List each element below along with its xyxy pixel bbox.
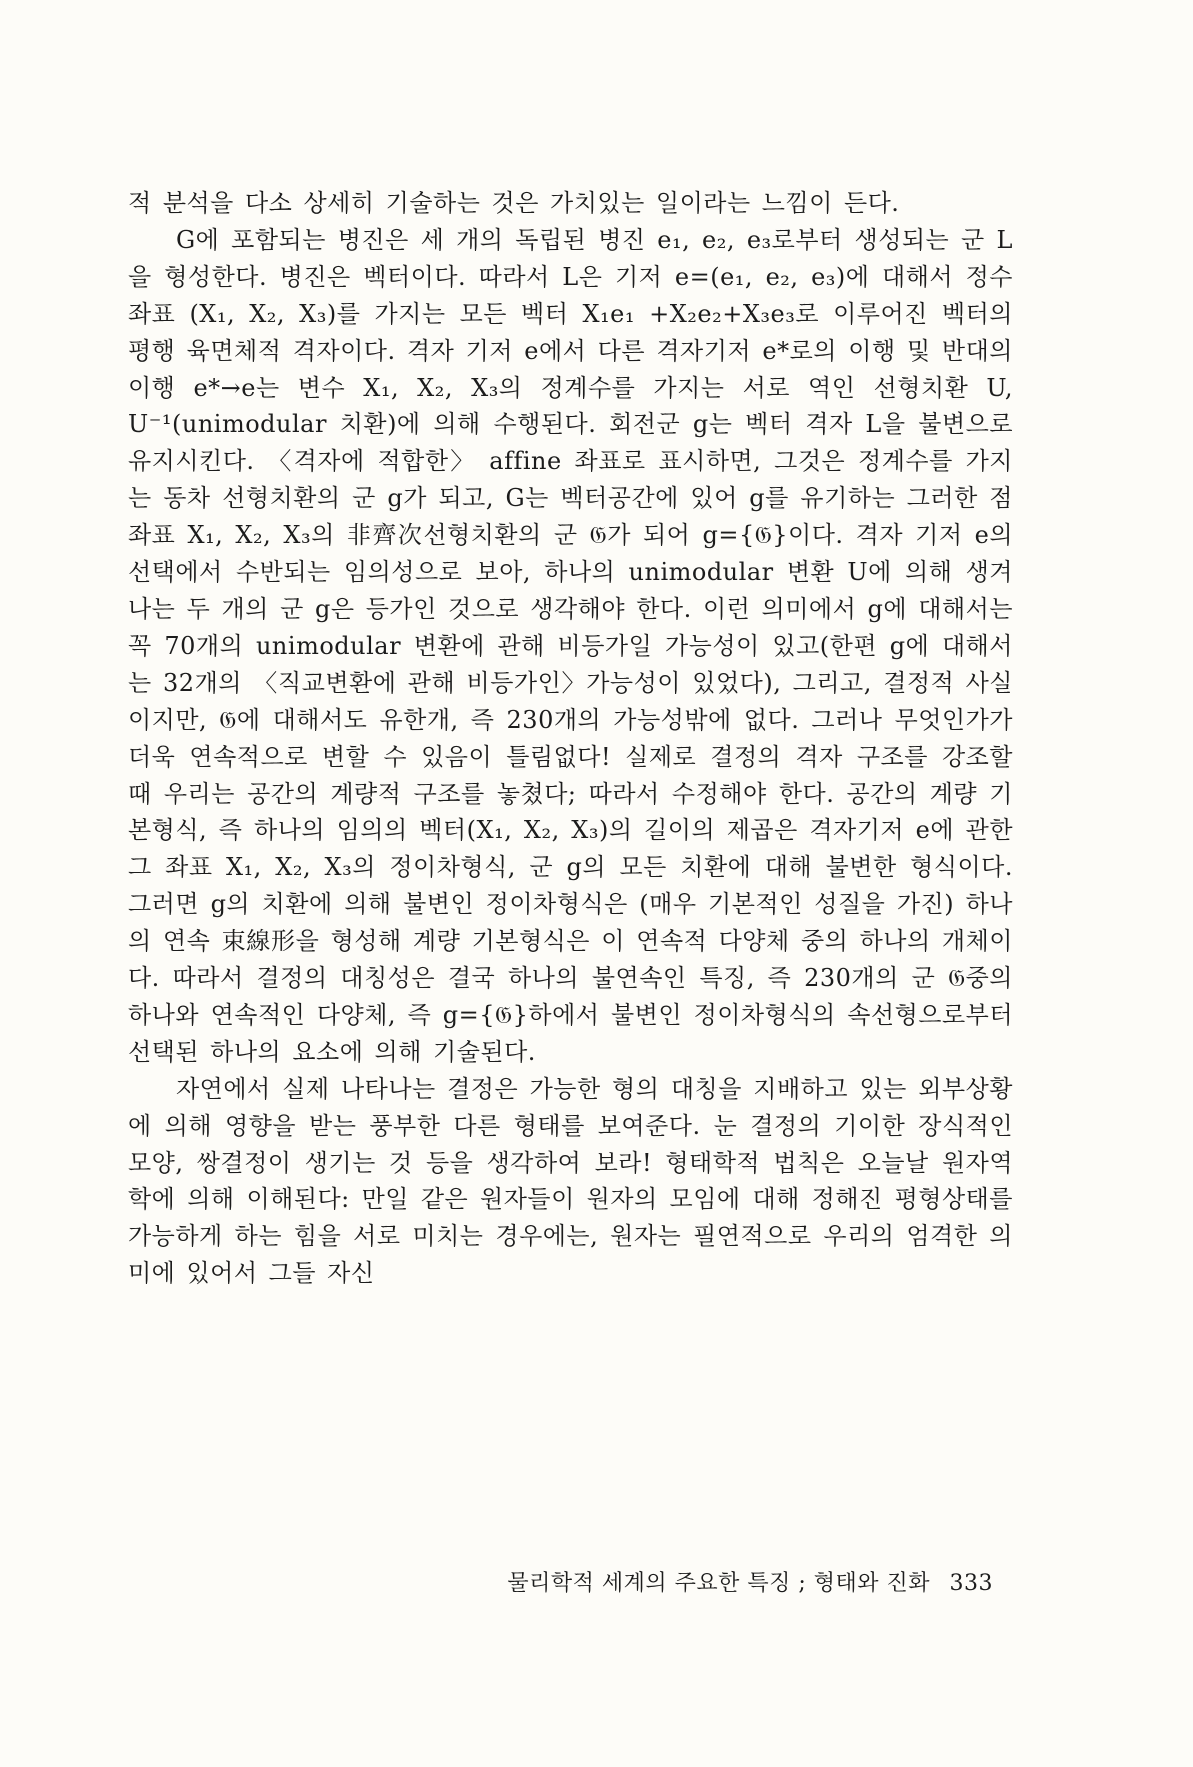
paragraph-continued: 적 분석을 다소 상세히 기술하는 것은 가치있는 일이라는 느낌이 든다.: [128, 189, 900, 217]
page-number: 333: [949, 1571, 993, 1596]
paragraph-natural-crystals: 자연에서 실제 나타나는 결정은 가능한 형의 대칭을 지배하고 있는 외부상황에 의해 영향을 받는 풍부한 다른 형태를 보여준다. 눈 결정의 기이한 장식적인 모양, 쌍결정이 생기는 것 등을 생각하여 보라! 형태학적 법칙은 오늘날 원자역학에 의해 이해된다: 만일 같은 원자들이 원자의 모임에 대해 정해진 평형상태를 가능하게 하는 힘을 서로 미치는 경우에는, 원자는 필연적으로 우리의 엄격한 의미에 있어서 그들 자신: [128, 1074, 1013, 1288]
paragraph-translations: G에 포함되는 병진은 세 개의 독립된 병진 e₁, e₂, e₃로부터 생성되는 군 L을 형성한다. 병진은 벡터이다. 따라서 L은 기저 e=(e₁, e₂, e₃)에 대해서 정수좌표 (X₁, X₂, X₃)를 가지는 모든 벡터 X₁e₁ +X₂e₂+X₃e₃로 이루어진 벡터의 평행 육면체적 격자이다. 격자 기저 e에서 다른 격자기저 e*로의 이행 및 반대의 이행 e*→e는 변수 X₁, X₂, X₃의 정계수를 가지는 서로 역인 선형치환 U, U⁻¹(unimodular 치환)에 의해 수행된다. 회전군 g는 벡터 격자 L을 불변으로 유지시킨다. 〈격자에 적합한〉 affine 좌표로 표시하면, 그것은 정계수를 가지는 동차 선형치환의 군 g가 되고, G는 벡터공간에 있어 g를 유기하는 그러한 점좌표 X₁, X₂, X₃의 非齊次선형치환의 군 𝔊가 되어 g={𝔊}이다. 격자 기저 e의 선택에서 수반되는 임의성으로 보아, 하나의 unimodular 변환 U에 의해 생겨나는 두 개의 군 g은 등가인 것으로 생각해야 한다. 이런 의미에서 g에 대해서는 꼭 70개의 unimodular 변환에 관해 비등가일 가능성이 있고(한편 g에 대해서는 32개의 〈직교변환에 관해 비등가인〉가능성이 있었다), 그리고, 결정적 사실이지만, 𝔊에 대해서도 유한개, 즉 230개의 가능성밖에 없다. 그러나 무엇인가가 더욱 연속적으로 변할 수 있음이 틀림없다! 실제로 결정의 격자 구조를 강조할 때 우리는 공간의 계량적 구조를 놓쳤다; 따라서 수정해야 한다. 공간의 계량 기본형식, 즉 하나의 임의의 벡터(X₁, X₂, X₃)의 길이의 제곱은 격자기저 e에 관한 그 좌표 X₁, X₂, X₃의 정이차형식, 군 g의 모든 치환에 대해 불변한 형식이다. 그러면 g의 치환에 의해 불변인 정이차형식은 (매우 기본적인 성질을 가진) 하나의 연속 束線形을 형성해 계량 기본형식은 이 연속적 다양체 중의 하나의 개체이다. 따라서 결정의 대칭성은 결국 하나의 불연속인 특징, 즉 230개의 군 𝔊중의 하나와 연속적인 다양체, 즉 g={𝔊}하에서 불변인 정이차형식의 속선형으로부터 선택된 하나의 요소에 의해 기술된다.: [128, 225, 1013, 1066]
page-footer: [507, 1566, 993, 1597]
running-title: 물리학적 세계의 주요한 특징 ; 형태와 진화: [507, 1571, 930, 1596]
body-text: [128, 185, 1013, 1292]
